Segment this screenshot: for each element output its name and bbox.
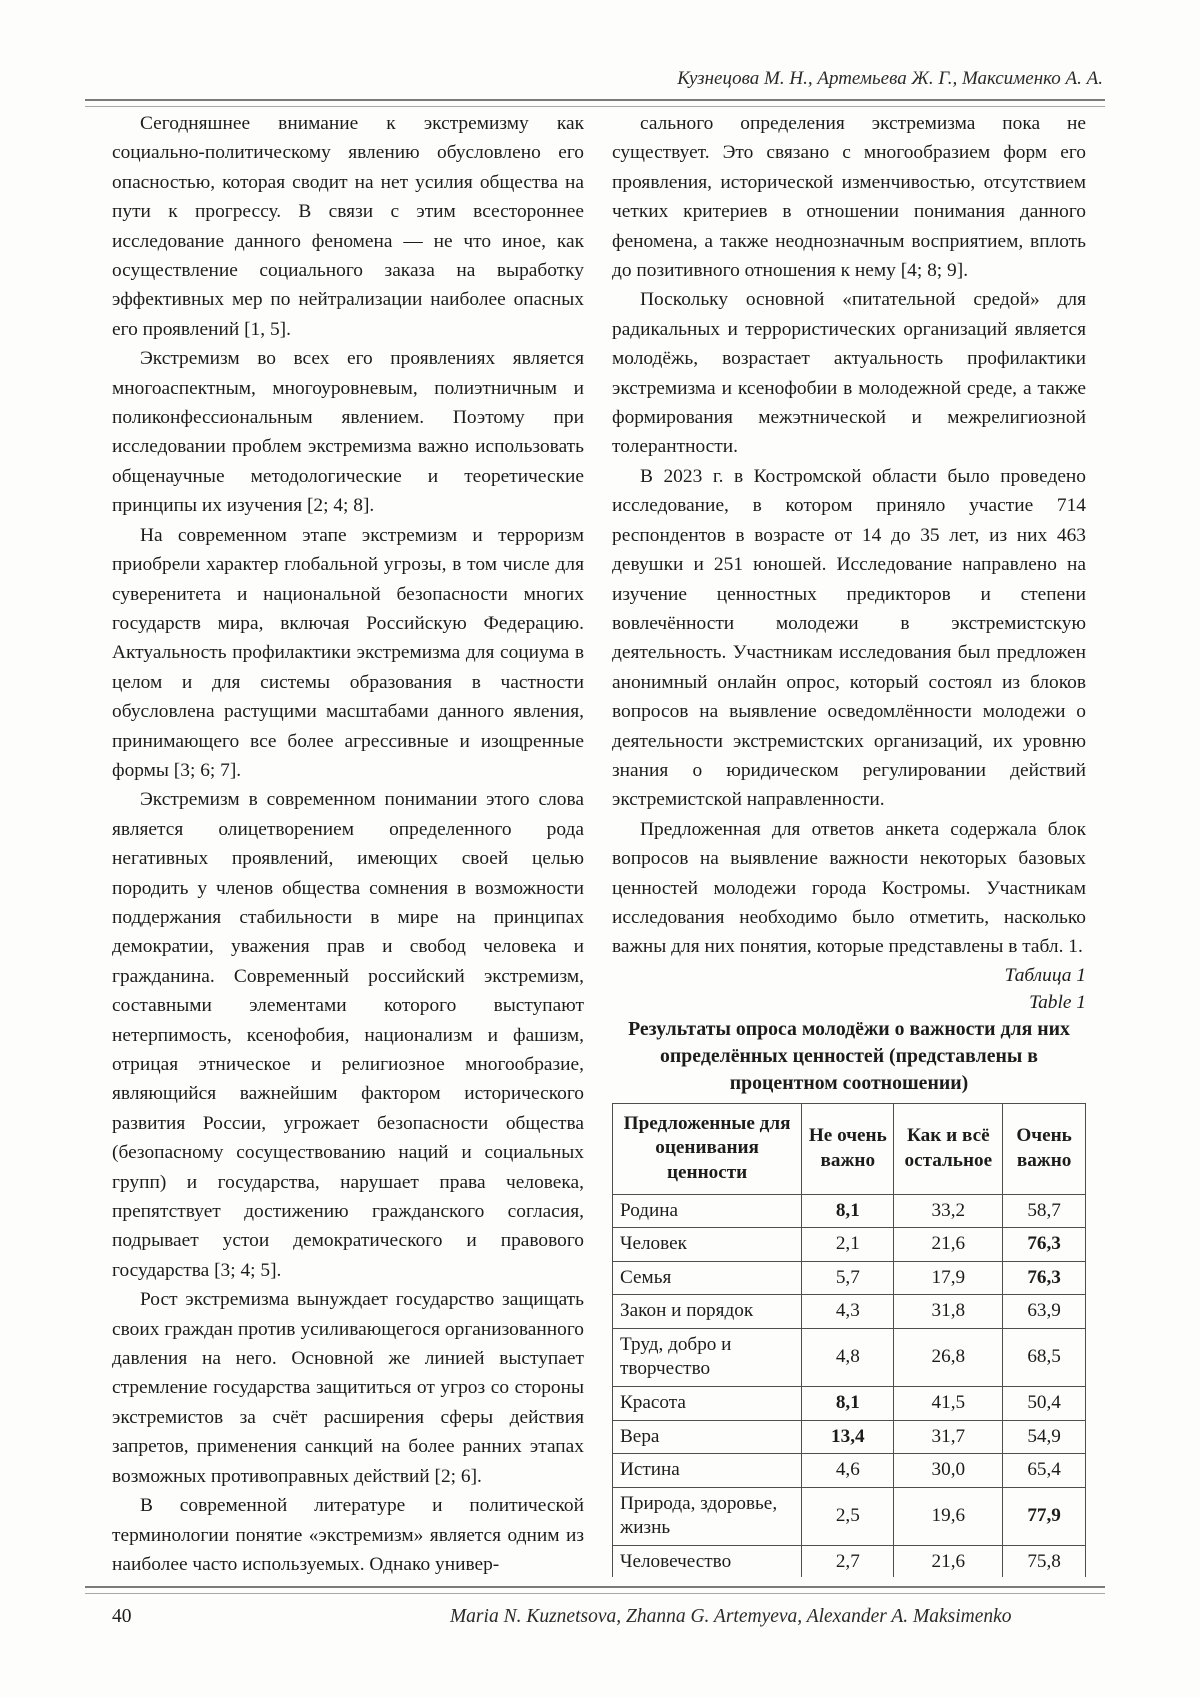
- table-row: [613, 1420, 1086, 1454]
- column-header-values: Предложенные для оценивания ценности: [613, 1103, 802, 1194]
- value-cell: 63,9: [1003, 1295, 1086, 1329]
- table-row: [613, 1261, 1086, 1295]
- paragraph: В 2023 г. в Костромской области было проведено исследование, в котором приняло участие 714 респондентов в возрасте от 14 до 35 лет, из них 463 девушки и 251 юношей. Исследование направлено на изучение ценностных предикторов и степени вовлечённости молодежи в экстремистскую деятельность. Участникам исследования был предложен анонимный онлайн опрос, который состоял из блоков вопросов на выявление осведомлённости молодежи о деятельности экстремистских организаций, их уровню знания о юридическом регулировании действий экстремистской направленности.: [612, 465, 1086, 811]
- value-cell: 77,9: [1003, 1487, 1086, 1545]
- value-label-cell: Семья: [613, 1261, 802, 1295]
- values-table: [612, 1103, 1086, 1577]
- table-row: [613, 1228, 1086, 1262]
- value-label-cell: Человечество: [613, 1545, 802, 1577]
- value-cell: 2,1: [802, 1228, 894, 1262]
- table-row: [613, 1545, 1086, 1577]
- table-row: [613, 1295, 1086, 1329]
- paragraph: Экстремизм во всех его проявлениях является многоаспектным, многоуровневым, полиэтничным и поликонфессиональным явлением. Поэтому при исследовании проблем экстремизма важно использовать общенаучные методологические и теоретические принципы их изучения [2; 4; 8].: [112, 348, 584, 517]
- table-caption: [612, 962, 1086, 1016]
- paragraph: Рост экстремизма вынуждает государство защищать своих граждан против усиливающегося организованного давления на него. Основной же линией выступает стремление государства защититься от угроз со стороны экстремистов за счёт расширения сферы действия запретов, применения санкций на более ранних этапах возможных противоправных действий [2; 6].: [112, 1289, 584, 1487]
- table-header-row: [613, 1103, 1086, 1194]
- value-label-cell: Природа, здоровье, жизнь: [613, 1487, 802, 1545]
- paragraph: На современном этапе экстремизм и терроризм приобрели характер глобальной угрозы, в том числе для суверенитета и национальной безопасности многих государств мира, включая Российскую Федерацию. Актуальность профилактики экстремизма для социума в целом и для системы образования в частности обусловлена растущими масштабами данного явления, принимающего все более агрессивные и изощренные формы [3; 6; 7].: [112, 524, 584, 781]
- value-cell: 31,8: [894, 1295, 1003, 1329]
- header-rule: [85, 99, 1105, 107]
- value-cell: 41,5: [894, 1386, 1003, 1420]
- value-cell: 19,6: [894, 1487, 1003, 1545]
- paragraph: Предложенная для ответов анкета содержала блок вопросов на выявление важности некоторых базовых ценностей молодежи города Костромы. Участникам исследования необходимо было отметить, насколько важны для них понятия, которые представлены в табл. 1.: [612, 818, 1086, 958]
- paragraph: Экстремизм в современном понимании этого слова является олицетворением определенного рода негативных проявлений, имеющих своей целью породить у членов общества сомнения в возможности поддержания стабильности в мире на принципах демократии, уважения прав и свобод человека и гражданина. Современный российский экстремизм, составными элементами которого выступают нетерпимость, ксенофобия, национализм и фашизм, отрицая этническое и религиозное многообразие, являющийся важнейшим фактором исторического развития России, угрожает безопасности общества (безопасному сосуществованию наций и социальных групп) и государства, нарушает права человека, препятствует достижению гражданского согласия, подрывает устои демократического и правового государства [3; 4; 5].: [112, 789, 584, 1281]
- table-row: [613, 1194, 1086, 1228]
- value-cell: 65,4: [1003, 1454, 1086, 1488]
- value-label-cell: Родина: [613, 1194, 802, 1228]
- column-header-not-important: Не очень важно: [802, 1103, 894, 1194]
- paragraph: Поскольку основной «питательной средой» для радикальных и террористических организаций является молодёжь, возрастает актуальность профилактики экстремизма и ксенофобии в молодежной среде, а также формирования межэтнической и межрелигиозной толерантности.: [612, 289, 1086, 458]
- running-footer: Maria N. Kuznetsova, Zhanna G. Artemyeva, Alexander A. Maksimenko: [449, 1606, 1012, 1627]
- table-label-ru: Таблица 1: [1004, 964, 1086, 986]
- value-label-cell: Истина: [613, 1454, 802, 1488]
- value-cell: 2,5: [802, 1487, 894, 1545]
- value-cell: 58,7: [1003, 1194, 1086, 1228]
- footer: [112, 1606, 1100, 1628]
- value-cell: 33,2: [894, 1194, 1003, 1228]
- value-label-cell: Труд, добро и творчество: [613, 1328, 802, 1386]
- value-cell: 17,9: [894, 1261, 1003, 1295]
- column-header-neutral: Как и всё остальное: [894, 1103, 1003, 1194]
- value-cell: 21,6: [894, 1545, 1003, 1577]
- value-cell: 2,7: [802, 1545, 894, 1577]
- right-column: [612, 109, 1086, 1577]
- paragraph: Сегодняшнее внимание к экстремизму как социально-политическому явлению обусловлено его опасностью, которая сводит на нет усилия общества на пути к прогрессу. В связи с этим всестороннее исследование данного феномена — не что иное, как осуществление социального заказа на выработку эффективных мер по нейтрализации наиболее опасных его проявлений [1, 5].: [112, 113, 584, 340]
- value-cell: 4,3: [802, 1295, 894, 1329]
- value-cell: 5,7: [802, 1261, 894, 1295]
- value-cell: 13,4: [802, 1420, 894, 1454]
- value-cell: 76,3: [1003, 1261, 1086, 1295]
- table-row: [613, 1386, 1086, 1420]
- value-cell: 68,5: [1003, 1328, 1086, 1386]
- value-cell: 21,6: [894, 1228, 1003, 1262]
- table-label-en: Table 1: [1029, 991, 1086, 1013]
- value-label-cell: Человек: [613, 1228, 802, 1262]
- value-cell: 4,6: [802, 1454, 894, 1488]
- value-cell: 8,1: [802, 1386, 894, 1420]
- table-row: [613, 1487, 1086, 1545]
- value-cell: 4,8: [802, 1328, 894, 1386]
- column-header-very-important: Очень важно: [1003, 1103, 1086, 1194]
- value-label-cell: Вера: [613, 1420, 802, 1454]
- value-label-cell: Красота: [613, 1386, 802, 1420]
- running-header: Кузнецова М. Н., Артемьева Ж. Г., Максименко А. А.: [677, 68, 1103, 89]
- value-cell: 75,8: [1003, 1545, 1086, 1577]
- value-cell: 8,1: [802, 1194, 894, 1228]
- footer-rule: [85, 1586, 1105, 1594]
- table-row: [613, 1328, 1086, 1386]
- table-title: Результаты опроса молодёжи о важности для них определённых ценностей (представлены в процентном соотношении): [628, 1017, 1070, 1094]
- value-cell: 30,0: [894, 1454, 1003, 1488]
- value-cell: 76,3: [1003, 1228, 1086, 1262]
- value-cell: 26,8: [894, 1328, 1003, 1386]
- value-label-cell: Закон и порядок: [613, 1295, 802, 1329]
- page-number: 40: [112, 1606, 132, 1627]
- table-row: [613, 1454, 1086, 1488]
- paragraph: В современной литературе и политической терминологии понятие «экстремизм» является одним из наиболее часто используемых. Однако универ-: [112, 1495, 584, 1575]
- value-cell: 54,9: [1003, 1420, 1086, 1454]
- value-cell: 50,4: [1003, 1386, 1086, 1420]
- paragraph: сального определения экстремизма пока не существует. Это связано с многообразием форм его проявления, исторической изменчивостью, отсутствием четких критериев в отношении понимания данного феномена, а также неоднозначным восприятием, вплоть до позитивного отношения к нему [4; 8; 9].: [612, 113, 1086, 282]
- left-column: [112, 109, 584, 1577]
- value-cell: 31,7: [894, 1420, 1003, 1454]
